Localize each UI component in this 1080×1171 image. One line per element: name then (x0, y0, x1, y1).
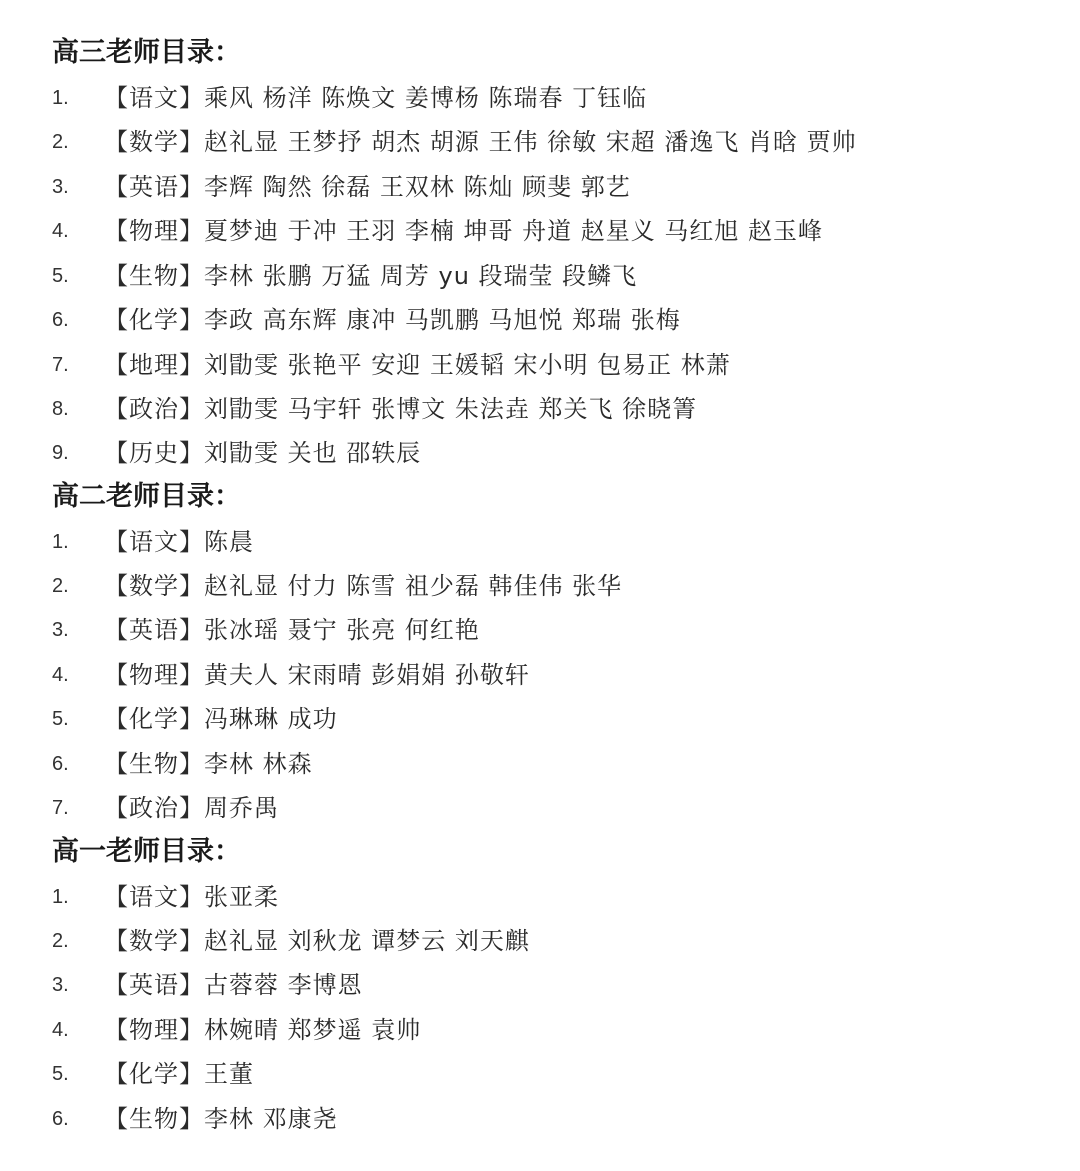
list-item (52, 879, 279, 915)
teacher-names: 李林 张鹏 万猛 周芳 yu 段瑞莹 段鳞飞 (204, 262, 638, 290)
subject-label: 【物理】 (104, 1016, 204, 1044)
subject-label: 【生物】 (104, 750, 204, 778)
item-number: 2. (52, 930, 69, 952)
item-number: 4. (52, 220, 69, 242)
subject-label: 【化学】 (104, 306, 204, 334)
subject-label: 【生物】 (104, 262, 204, 290)
list-item (52, 790, 279, 826)
list-item (52, 967, 363, 1003)
section-heading-grade2: 高二老师目录： (52, 481, 241, 512)
list-item (52, 435, 421, 471)
item-number: 1. (52, 87, 69, 109)
list-item (52, 213, 823, 249)
teacher-names: 张冰瑶 聂宁 张亮 何红艳 (204, 616, 480, 644)
subject-label: 【政治】 (104, 794, 204, 822)
subject-label: 【历史】 (104, 439, 204, 467)
item-number: 1. (52, 886, 69, 908)
subject-label: 【物理】 (104, 217, 204, 245)
item-number: 9. (52, 442, 69, 464)
teacher-names: 古蓉蓉 李博恩 (204, 971, 363, 999)
item-number: 5. (52, 1063, 69, 1085)
teacher-names: 夏梦迪 于冲 王羽 李楠 坤哥 舟道 赵星义 马红旭 赵玉峰 (204, 217, 824, 245)
section-heading-grade3: 高三老师目录： (52, 37, 241, 68)
teacher-names: 李林 邓康尧 (204, 1105, 338, 1133)
item-number: 7. (52, 354, 69, 376)
teacher-names: 赵礼显 付力 陈雪 祖少磊 韩佳伟 张华 (204, 572, 623, 600)
subject-label: 【地理】 (104, 351, 204, 379)
list-item (52, 1012, 421, 1048)
subject-label: 【数学】 (104, 128, 204, 156)
subject-label: 【数学】 (104, 572, 204, 600)
list-item (52, 302, 681, 338)
teacher-names: 刘勖雯 关也 邵轶辰 (204, 439, 422, 467)
list-item (52, 568, 622, 604)
subject-label: 【英语】 (104, 173, 204, 201)
subject-label: 【英语】 (104, 971, 204, 999)
item-number: 5. (52, 265, 69, 287)
subject-label: 【英语】 (104, 616, 204, 644)
list-item (52, 1056, 254, 1092)
teacher-names: 周乔禺 (204, 794, 279, 822)
list-item (52, 657, 530, 693)
subject-label: 【物理】 (104, 661, 204, 689)
item-number: 2. (52, 575, 69, 597)
teacher-names: 王董 (204, 1060, 254, 1088)
item-number: 8. (52, 398, 69, 420)
subject-label: 【语文】 (104, 528, 204, 556)
item-number: 4. (52, 664, 69, 686)
subject-label: 【语文】 (104, 883, 204, 911)
teacher-names: 赵礼显 刘秋龙 谭梦云 刘天麒 (204, 927, 530, 955)
item-number: 7. (52, 797, 69, 819)
section-heading-grade1: 高一老师目录： (52, 836, 241, 867)
item-number: 5. (52, 708, 69, 730)
item-number: 4. (52, 1019, 69, 1041)
list-item (52, 923, 530, 959)
item-number: 6. (52, 309, 69, 331)
item-number: 3. (52, 974, 69, 996)
list-item (52, 612, 480, 648)
subject-label: 【化学】 (104, 705, 204, 733)
teacher-names: 李辉 陶然 徐磊 王双林 陈灿 顾斐 郭艺 (204, 173, 631, 201)
subject-label: 【生物】 (104, 1105, 204, 1133)
item-number: 6. (52, 753, 69, 775)
subject-label: 【数学】 (104, 927, 204, 955)
item-number: 6. (52, 1108, 69, 1130)
subject-label: 【语文】 (104, 84, 204, 112)
teacher-names: 陈晨 (204, 528, 254, 556)
list-item (52, 746, 313, 782)
teacher-names: 黄夫人 宋雨晴 彭娟娟 孙敬轩 (204, 661, 530, 689)
list-item (52, 124, 857, 160)
teacher-names: 刘勖雯 马宇轩 张博文 朱法垚 郑关飞 徐晓箐 (204, 395, 698, 423)
list-item (52, 347, 731, 383)
list-item (52, 80, 647, 116)
item-number: 2. (52, 131, 69, 153)
list-item (52, 391, 697, 427)
subject-label: 【政治】 (104, 395, 204, 423)
list-item (52, 701, 338, 737)
item-number: 3. (52, 176, 69, 198)
teacher-names: 冯琳琳 成功 (204, 705, 338, 733)
teacher-names: 刘勖雯 张艳平 安迎 王媛韬 宋小明 包易正 林萧 (204, 351, 731, 379)
teacher-names: 乘风 杨洋 陈焕文 姜博杨 陈瑞春 丁钰临 (204, 84, 648, 112)
teacher-names: 李政 高东辉 康冲 马凯鹏 马旭悦 郑瑞 张梅 (204, 306, 681, 334)
teacher-names: 李林 林森 (204, 750, 313, 778)
item-number: 1. (52, 531, 69, 553)
list-item (52, 1101, 338, 1137)
subject-label: 【化学】 (104, 1060, 204, 1088)
list-item (52, 258, 637, 294)
list-item (52, 169, 631, 205)
teacher-names: 林婉晴 郑梦遥 袁帅 (204, 1016, 422, 1044)
teacher-names: 赵礼显 王梦抒 胡杰 胡源 王伟 徐敏 宋超 潘逸飞 肖晗 贾帅 (204, 128, 857, 156)
list-item (52, 524, 254, 560)
teacher-names: 张亚柔 (204, 883, 279, 911)
item-number: 3. (52, 619, 69, 641)
